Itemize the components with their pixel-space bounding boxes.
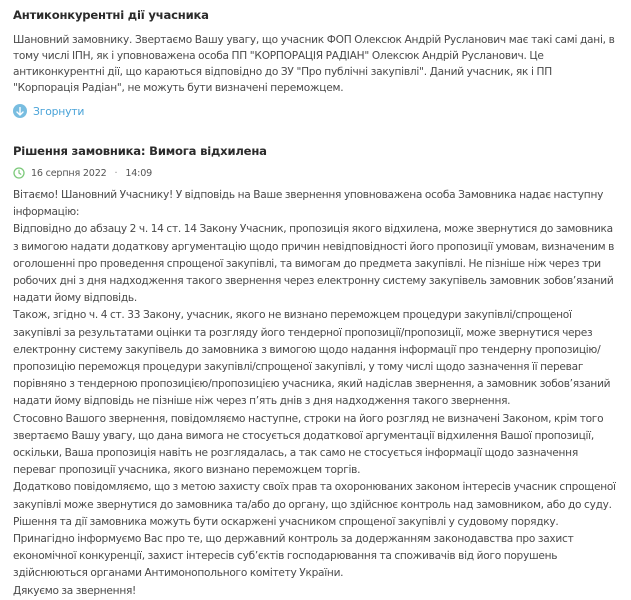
decision-paragraph: Стосовно Вашого звернення, повідомляємо наступне, строки на його розгляд не визначені Законом, крім того звертаємо Вашу увагу, що дана вимога не стосується додаткової аргументації відхилення Вашої пропозиції, оскільки, Ваша пропозиція навіть не розглядалась, а так само не стосується інформації щодо зазначення переваг пропозиції учасника, якого визнано переможцем торгів. <box>13 412 604 477</box>
decision-body <box>13 187 617 600</box>
decision-time: 14:09 <box>125 167 153 179</box>
clock-icon <box>13 167 25 179</box>
decision-paragraph: Принагідно інформуємо Вас про те, що державний контроль за додержанням законодавства про захист економічної конкуренції, захист інтересів суб’єктів господарювання та споживачів від його порушень здійснюються органами Антимонопольного комітету України. <box>13 533 574 580</box>
collapse-button[interactable] <box>13 102 617 120</box>
decision-title: Рішення замовника: Вимога відхилена <box>13 144 267 158</box>
decision-paragraph: Додатково повідомляємо, що з метою захисту своїх прав та охоронюваних законом інтересів учасник спрощеної закупівлі може звернутися до замовника та/або до органу, що здійснює контроль над замовником, або до суду. <box>13 481 616 511</box>
decision-paragraph: Вітаємо! Шановний Учаснику! У відповідь на Ваше звернення уповноважена особа Замовника надає наступну інформацію: <box>13 189 604 219</box>
decision-paragraph: Рішення та дії замовника можуть бути оскаржені учасником спрощеної закупівлі у судовому порядку. <box>13 515 559 528</box>
arrow-down-circle-icon <box>13 104 27 118</box>
complaint-title: Антиконкурентні дії учасника <box>13 8 209 22</box>
decision-paragraph: Дякуємо за звернення! <box>13 584 137 597</box>
decision-paragraph: Відповідно до абзацу 2 ч. 14 ст. 14 Закону Учасник, пропозиція якого відхилена, може звернутися до замовника з вимогою надати додаткову аргументацію щодо причин невідповідності його пропозиції умовам, визначеним в оголошенні про проведення спрощеної закупівлі, та вимогам до предмета закупівлі. Не пізніше ніж через три робочих дні з дня надходження такого звернення через електронну систему закупівель замовник зобов’язаний надати йому відповідь. <box>13 223 615 305</box>
decision-date: 16 серпня 2022 <box>31 167 107 179</box>
decision-meta <box>13 165 617 181</box>
complaint-body: Шановний замовнику. Звертаємо Вашу увагу, що учасник ФОП Олексюк Андрій Русланович має такі самі дані, в тому числі ІПН, як і уповноважена особа ПП "КОРПОРАЦІЯ РАДІАН" Олексюк Андрій Русланович. Це антиконкурентні дії, що караються відповідно до ЗУ "Про публічні закупівлі". Даний учасник, як і ПП "Корпорація Радіан", не можуть бути визначені переможцем. <box>13 34 615 94</box>
collapse-label: Згорнути <box>33 104 85 118</box>
meta-separator: · <box>114 167 118 179</box>
decision-paragraph: Також, згідно ч. 4 ст. 33 Закону, учасник, якого не визнано переможцем процедури закупівлі/спрощеної закупівлі за результатами оцінки та розгляду його тендерної пропозиції/пропозиції, може звернутися через електронну систему закупівель до замовника з вимогою щодо надання інформації про тендерну пропозицію/пропозицію переможця процедури закупівлі/спрощеної закупівлі, у тому числі щодо зазначення її переваг порівняно з тендерною пропозицією/пропозицією учасника, який надіслав звернення, а замовник зобов’язаний надати йому відповідь не пізніше ніж через п’ять днів з дня надходження такого звернення. <box>13 309 611 408</box>
